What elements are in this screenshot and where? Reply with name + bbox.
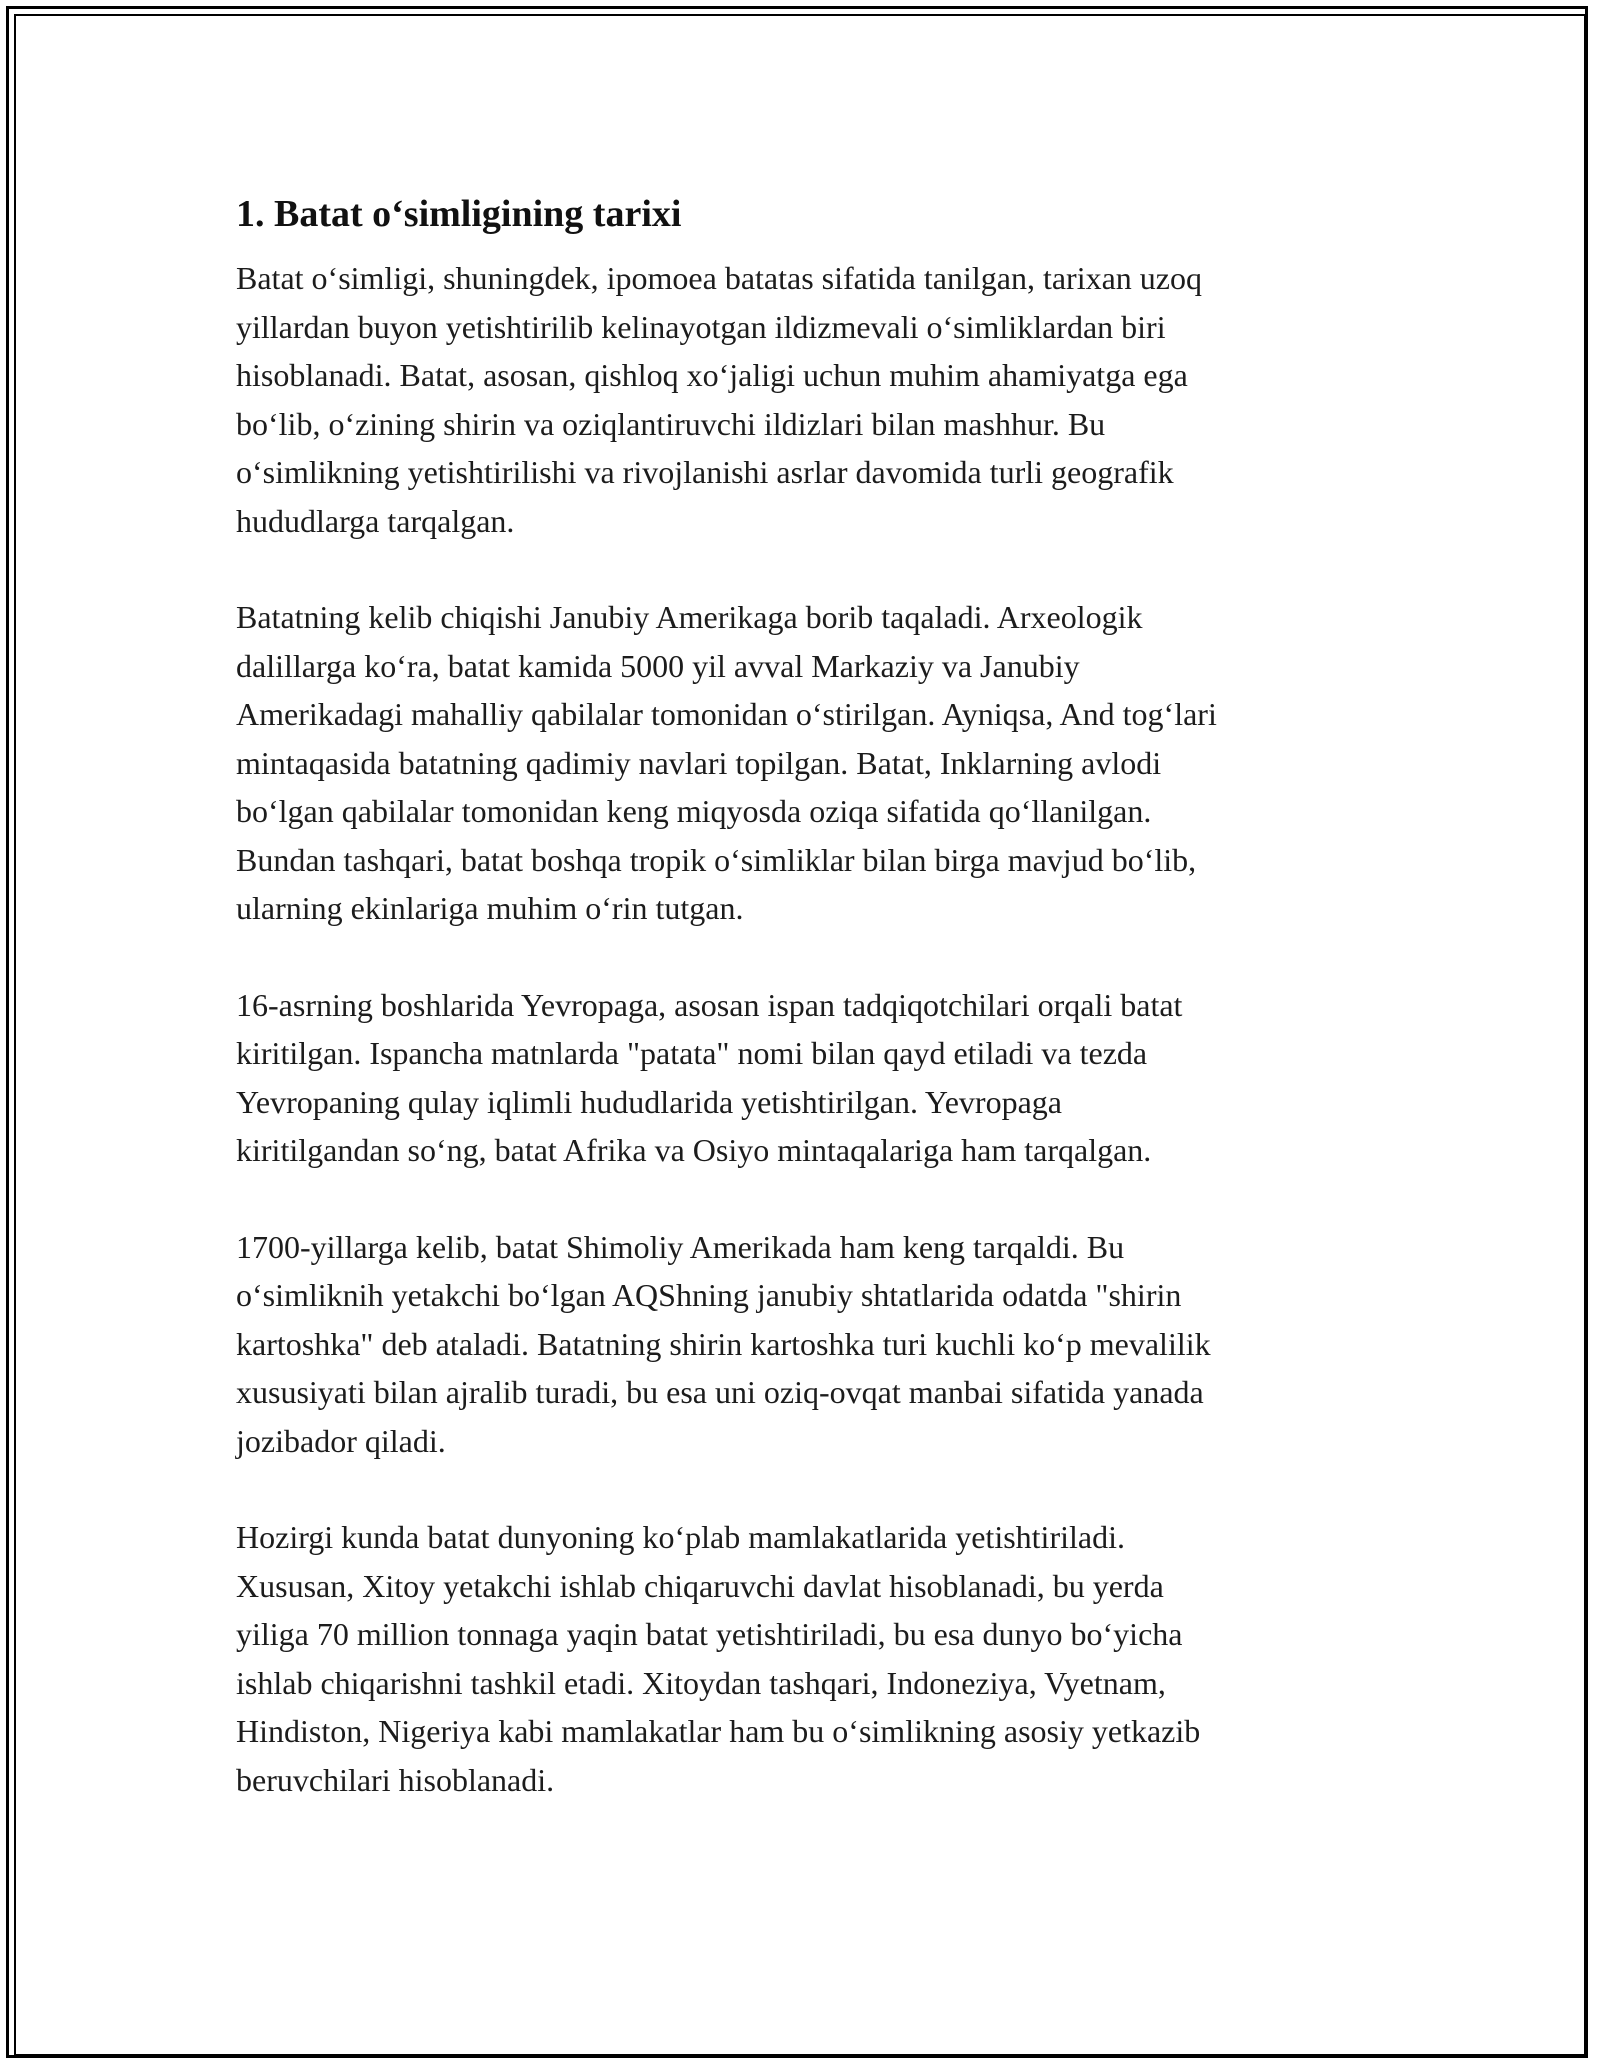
- text-line: jozibador qiladi.: [236, 1422, 446, 1459]
- paragraph-1: [236, 254, 1376, 545]
- text-line: xususiyati bilan ajralib turadi, bu esa uni oziq-ovqat manbai sifatida yanada: [236, 1374, 1204, 1410]
- text-line: Batatning kelib chiqishi Janubiy Amerikaga borib taqaladi. Arxeologik: [236, 599, 1143, 635]
- text-line: mintaqasida batatning qadimiy navlari topilgan. Batat, Inklarning avlodi: [236, 744, 1162, 781]
- section-heading: 1. Batat o‘simligining tarixi: [236, 193, 682, 235]
- text-line: beruvchilari hisoblanadi.: [236, 1761, 555, 1798]
- text-line: kartoshka" deb ataladi. Batatning shirin kartoshka turi kuchli ko‘p mevalilik: [236, 1325, 1211, 1362]
- text-line: hududlarga tarqalgan.: [236, 502, 515, 539]
- text-line: yillardan buyon yetishtirilib kelinayotgan ildizmevali o‘simliklardan biri: [236, 308, 1166, 345]
- text-line: 16-asrning boshlarida Yevropaga, asosan ispan tadqiqotchilari orqali batat: [236, 986, 1183, 1023]
- text-line: Amerikadagi mahalliy qabilalar tomonidan o‘stirilgan. Ayniqsa, And tog‘lari: [236, 696, 1217, 732]
- paragraph-4: [236, 1223, 1376, 1466]
- text-line: dalillarga ko‘ra, batat kamida 5000 yil avval Markaziy va Janubiy: [236, 647, 1080, 684]
- paragraph-2: [236, 593, 1376, 933]
- text-line: yiliga 70 million tonnaga yaqin batat yetishtiriladi, bu esa dunyo bo‘yicha: [236, 1616, 1183, 1652]
- text-line: Hozirgi kunda batat dunyoning ko‘plab mamlakatlarida yetishtiriladi.: [236, 1519, 1125, 1555]
- text-line: kiritilgandan so‘ng, batat Afrika va Osiyo mintaqalariga ham tarqalgan.: [236, 1132, 1152, 1168]
- text-line: bo‘lgan qabilalar tomonidan keng miqyosda oziqa sifatida qo‘llanilgan.: [236, 793, 1152, 829]
- text-line: Bundan tashqari, batat boshqa tropik o‘simliklar bilan birga mavjud bo‘lib,: [236, 841, 1197, 878]
- paragraph-3: [236, 981, 1376, 1175]
- text-line: o‘simliknih yetakchi bo‘lgan AQShning janubiy shtatlarida odatda "shirin: [236, 1277, 1182, 1313]
- text-line: bo‘lib, o‘zining shirin va oziqlantiruvchi ildizlari bilan mashhur. Bu: [236, 405, 1106, 442]
- paragraph-5: [236, 1513, 1376, 1804]
- text-line: o‘simlikning yetishtirilishi va rivojlanishi asrlar davomida turli geografik: [236, 454, 1174, 490]
- text-line: Xususan, Xitoy yetakchi ishlab chiqaruvchi davlat hisoblanadi, bu yerda: [236, 1567, 1164, 1604]
- text-line: ularning ekinlariga muhim o‘rin tutgan.: [236, 890, 744, 926]
- text-line: hisoblanadi. Batat, asosan, qishloq xo‘jaligi uchun muhim ahamiyatga ega: [236, 357, 1188, 393]
- text-line: Yevropaning qulay iqlimli hududlarida yetishtirilgan. Yevropaga: [236, 1083, 1062, 1120]
- text-line: 1700-yillarga kelib, batat Shimoliy Amerikada ham keng tarqaldi. Bu: [236, 1228, 1125, 1265]
- text-line: ishlab chiqarishni tashkil etadi. Xitoydan tashqari, Indoneziya, Vyetnam,: [236, 1664, 1166, 1701]
- text-line: Hindiston, Nigeriya kabi mamlakatlar ham bu o‘simlikning asosiy yetkazib: [236, 1713, 1201, 1749]
- text-line: Batat o‘simligi, shuningdek, ipomoea batatas sifatida tanilgan, tarixan uzoq: [236, 260, 1202, 296]
- document-body: [236, 188, 1376, 1852]
- text-line: kiritilgan. Ispancha matnlarda "patata" nomi bilan qayd etiladi va tezda: [236, 1035, 1148, 1071]
